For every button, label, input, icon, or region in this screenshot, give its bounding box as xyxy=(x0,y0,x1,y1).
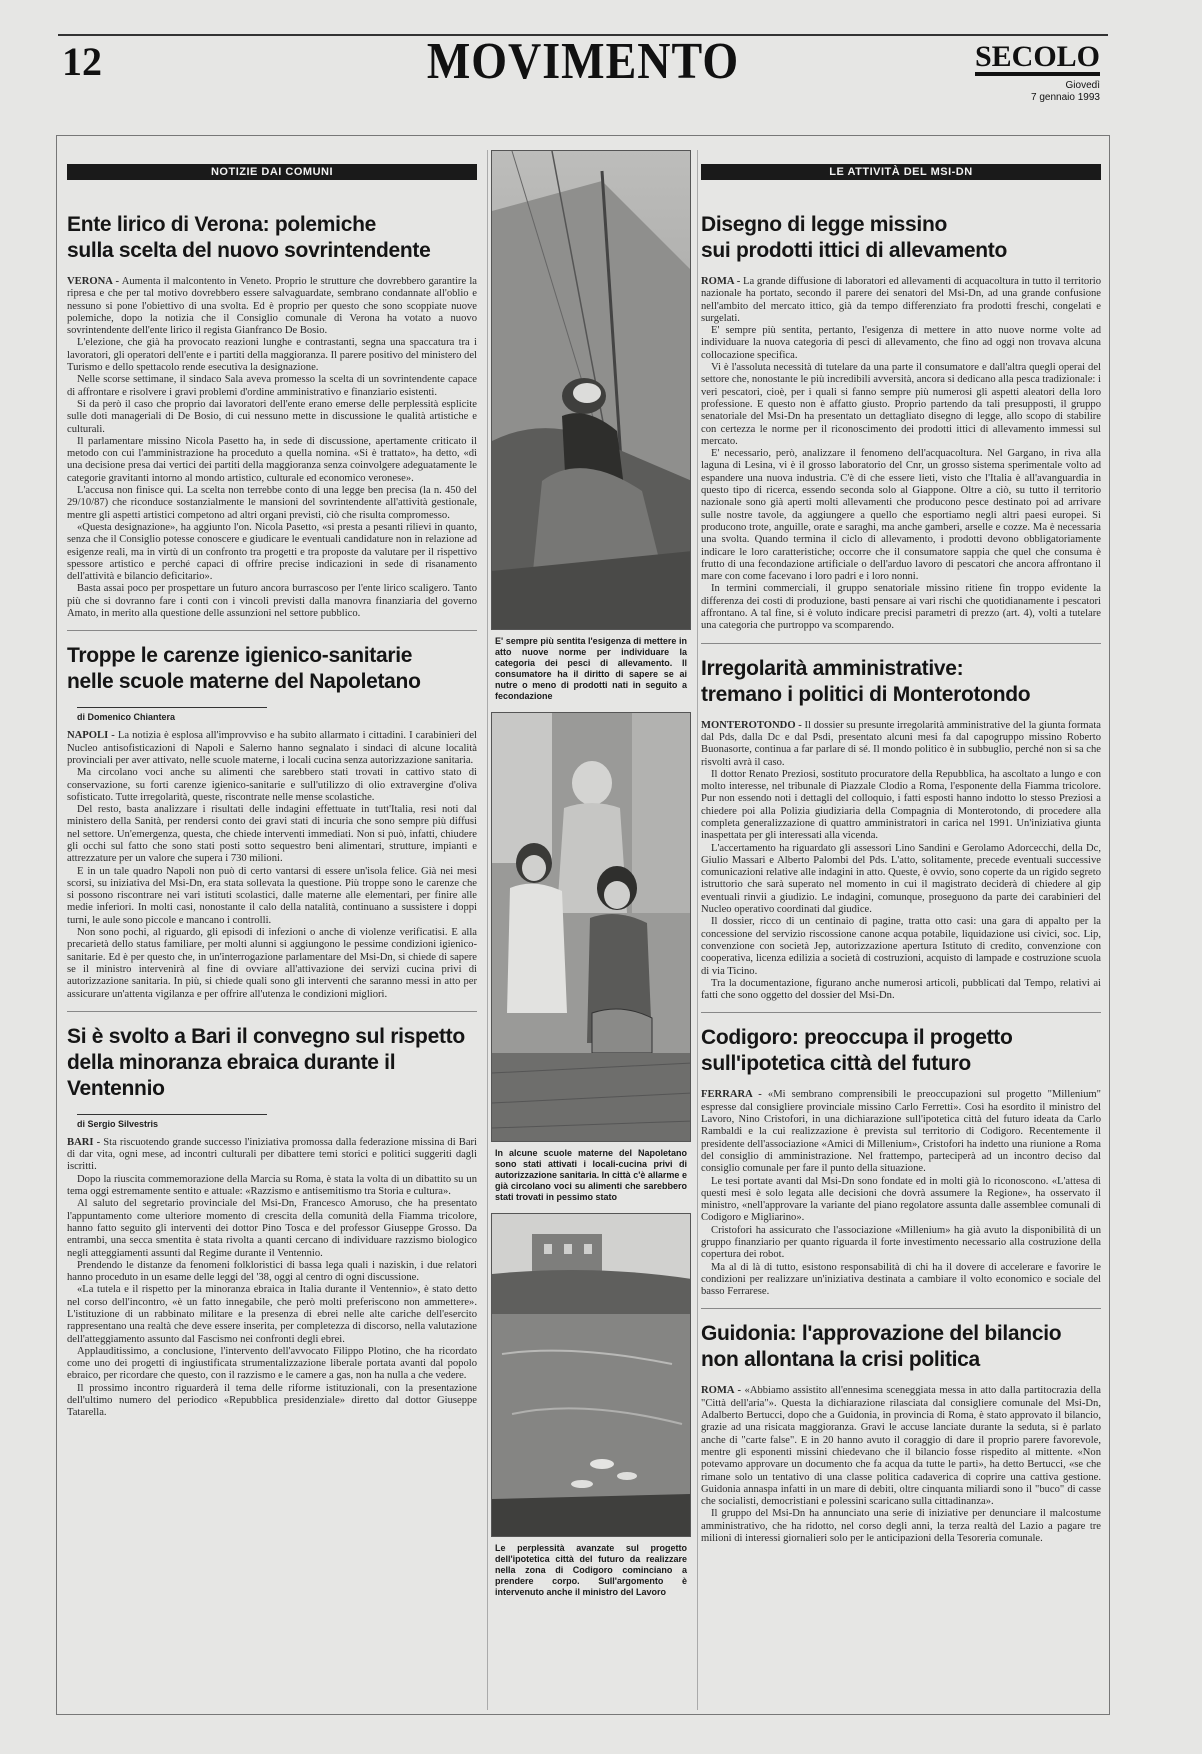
masthead xyxy=(58,28,1108,128)
photo-caption: E' sempre più sentita l'esigenza di mettere in atto nuove norme per individuare la categoria dei pesci di allevamento. Il consumatore ha il diritto di sapere se ai nutre o meno di prodotti nati in seguito a fecondazione xyxy=(495,636,687,701)
article-monterotondo xyxy=(701,656,1101,1003)
section-band: LE ATTIVITÀ DEL MSI-DN xyxy=(701,164,1101,180)
logo-wordmark: SECOLO xyxy=(975,42,1100,76)
headline-line: sull'ipotetica città del futuro xyxy=(701,1052,971,1076)
paragraph xyxy=(701,720,1101,769)
byline: di Domenico Chiantera xyxy=(77,712,176,723)
byline-rule xyxy=(77,707,267,708)
left-column xyxy=(67,136,477,1420)
paragraph: Vi è l'assoluta necessità di tutelare da una parte il consumatore e dall'altra quegli operai del settore che, nonostante le più incredibili avversità, ancora si dedicano alla pesca tradizionale: i veri pescatori, cioè, per i quali si fanno sempre più numerosi gli aspetti aleatori della loro professione. E questo non è affatto giusto. Proprio partendo da tali presupposti, il gruppo senatoriale del Msi-Dn ha presentato un dettagliato disegno di legge, allo scopo di stabilire con certezza le norme per il riconoscimento dei prodotti ittici di allevamento immessi sul mercato. xyxy=(701,362,1101,447)
paragraph: Applauditissimo, a conclusione, l'intervento dell'avvocato Filippo Plotino, che ha ricordato come uno dei progetti di ingiustificata strumentalizzazione liberale portata avanti dal popolo ebraico, per ricordare che questo, con il razzismo e le camere a gas, non ha nulla a che vedere. xyxy=(67,1345,477,1382)
paragraph: Il dottor Renato Preziosi, sostituto procuratore della Repubblica, ha ascoltato a lungo e con molto interesse, nel tribunale di Piazzale Clodio a Roma, l'esponente della Fiamma tricolore. Pur non essendo noti i dettagli del colloquio, i fatti esposti hanno indotto lo stesso Preziosi a chiedere poi alla Polizia giudiziaria della Compagnia di Monterotondo, di procedere alla completa generalizzazione di quattro amministratori in carica nel 1991. Un'iniziativa giunta inaspettata per gli interessati alla vicenda. xyxy=(701,768,1101,842)
headline-line: sui prodotti ittici di allevamento xyxy=(701,239,1008,262)
photo-lagoon xyxy=(491,1213,691,1537)
dateline: NAPOLI - xyxy=(67,730,115,742)
article-body xyxy=(67,730,477,1001)
dateline: ROMA - xyxy=(701,1385,741,1397)
middle-column xyxy=(491,136,691,1608)
article-separator xyxy=(701,1308,1101,1309)
paragraph-text: Il dossier su presunte irregolarità amministrative del la giunta formata dal Pds, dalla Dc e dal Psdi, presentato alcuni mesi fa dal capogruppo missino Roberto Buonasorte, continua a far parlare di sé. Il mondo politico è in subbuglio, perché non si sa che risvolti avrà il caso. xyxy=(701,719,1101,768)
paragraph: Il dossier, ricco di un centinaio di pagine, tratta otto casi: una gara di appalto per la concessione del servizio riscossione canone acqua potabile, liquidazione usi civici, soc. Lip, convenzione con società Jep, autorizzazione apertura Istituto di credito, convenzione con cooperativa, licenza edilizia a società di costruzioni, acquisto di lampade e costruzione scuola di via Ticino. xyxy=(701,916,1101,977)
paragraph xyxy=(67,276,477,337)
headline xyxy=(67,1024,477,1102)
headline-line: sulla scelta del nuovo sovrintendente xyxy=(67,239,431,262)
headline-line: non allontana la crisi politica xyxy=(701,1348,980,1372)
headline-line: Irregolarità amministrative: xyxy=(701,656,964,680)
paragraph: Prendendo le distanze da fenomeni folkloristici di bassa lega quali i naziskin, i due relatori hanno proceduto in un esame delle leggi del '38, oggi al centro di ogni discussione. xyxy=(67,1259,477,1284)
paragraph: In termini commerciali, il gruppo senatoriale missino ritiene fin troppo evidente la differenza dei costi di produzione, basti pensare ai vari rischi che quotidianamente i pescatori affrontano. A tal fine, si è voluto indicare precisi parametri di prezzo (art. 4), volti a tutelare una categoria che purtroppo va scomparendo. xyxy=(701,583,1101,632)
paragraph xyxy=(701,1089,1101,1175)
right-column xyxy=(701,136,1101,1545)
article-separator xyxy=(67,1011,477,1012)
paragraph xyxy=(701,1385,1101,1508)
byline: di Sergio Silvestris xyxy=(77,1118,159,1129)
paragraph: Ma al di là di tutto, esistono responsabilità di chi ha il dovere di accelerare e favorire le condizioni per realizzare un'iniziativa destinata a cambiare il volto economico e sociale del basso Ferrarese. xyxy=(701,1261,1101,1298)
children-photo-image xyxy=(492,713,691,1141)
paragraph: E in un tale quadro Napoli non può di certo vantarsi di essere un'isola felice. Già nei mesi scorsi, su iniziativa del Msi-Dn, era stata sollevata la questione. Più troppe sono le carenze che si possono riscontrare nei vari istituti scolastici, dalle materne alle elementari, per finire alle medie inferiori. In molti casi, nonostante il calo della natalità, continuano a sussistere i doppi turni, le aule sono piccole e mancano i controlli. xyxy=(67,865,477,926)
paragraph: Il prossimo incontro riguarderà il tema delle riforme istituzionali, con la presentazione dell'ultimo numero del periodico «Repubblica presidenziale» diretto dal dottor Giuseppe Tatarella. xyxy=(67,1382,477,1419)
headline xyxy=(67,643,477,695)
headline-line: nelle scuole materne del Napoletano xyxy=(67,670,421,694)
dateline: VERONA - xyxy=(67,276,120,287)
paragraph: Cristofori ha assicurato che l'associazione «Millenium» ha già avuto la disponibilità di un gruppo finanziario per quanto riguarda il forte investimento necessario alla costruzione della copertura dei robot. xyxy=(701,1224,1101,1261)
paragraph-text: Aumenta il malcontento in Veneto. Proprio le strutture che dovrebbero garantire la ripresa e che per tal motivo dovrebbero essere salvaguardate, sembrano condannate all'oblio e nessuno si pone l'obiettivo di una svolta. Ed è proprio per questo che sono scoppiate nuove polemiche, dopo la notizia che il Consiglio comunale di Verona ha votato a nuovo sovrintendente dell'ente lirico il regista Gianfranco De Bosio. xyxy=(67,276,478,337)
headline-line: Guidonia: l'approvazione del bilancio xyxy=(701,1322,1062,1346)
paragraph-text: «Mi sembrano comprensibili le preoccupazioni sul progetto "Millenium" espresse dal consigliere provinciale missino Carlo Ferretti». Così ha esordito il ministro del Lavoro, Nino Cristofori, in una dichiarazione sull'ipotetica città del futuro ideata da Carlo Rambaldi e la cui realizzazione è prevista sul territorio di Codigoro. Recentemente il presidente dell'associazione «Amici di Millenium», Cristofori ha indetto una riunione a Roma del consiglio di amministrazione. Nel frattempo, parteciperà ad un incontro deciso dal consiglio comunale per fare il punto della situazione. xyxy=(701,1089,1101,1175)
paragraph xyxy=(67,730,477,767)
paragraph-text: «Abbiamo assistito all'ennesima sceneggiata messa in atto dalla partitocrazia della "Città dell'aria"». Questa la dichiarazione rilasciata dal consigliere comunale del Msi-Dn, Adalberto Bertucci, dopo che a Guidonia, in provincia di Roma, è stato approvato il bilancio, grazie ad una risicata maggioranza. Gravi le accuse lanciate durante la seduta, si è parlato anche di "carte false". E in 20 hanno avuto il coraggio di dare il proprio parere favorevole, mentre gli esponenti missini chiedevano che il bilancio fosse rispedito al mittente. «Non potevamo approvare un documento che fa acqua da tutte le parti», ha detto Bertucci, «se che rimane solo un tentativo di una classe politica cadaverica di coprire una cattiva gestione. Guidonia annaspa infatti in un mare di debiti, oltre cinquanta miliardi sono il "buco" di casse che socialisti, democristiani e polessini scaricano sulla cittadinanza». xyxy=(701,1385,1101,1508)
paragraph: Il gruppo del Msi-Dn ha annunciato una serie di iniziative per denunciare il malcostume amministrativo, che ha ridotto, nel corso degli anni, la terza realtà del Lazio a pagare tre milioni di interessi giornalieri solo per le anticipazioni della Tesoreria comunale. xyxy=(701,1508,1101,1545)
column-divider xyxy=(487,150,488,1710)
paragraph xyxy=(701,276,1101,325)
dateline: BARI - xyxy=(67,1136,101,1148)
photo-caption: Le perplessità avanzate sul progetto dell'ipotetica città del futuro da realizzare nella zona di Codigoro cominciano a prendere corpo. Sull'argomento è intervenuto anche il ministro del Lavoro xyxy=(495,1543,687,1597)
article-separator xyxy=(701,643,1101,644)
paragraph xyxy=(67,1137,477,1174)
issue-date: 7 gennaio 1993 xyxy=(1031,92,1100,103)
column-divider xyxy=(697,150,698,1710)
paragraph-text: Sta riscuotendo grande successo l'iniziativa promossa dalla federazione missina di Bari di dar vita, ogni mese, ad incontri culturali per dibattere temi storici e politici suggeriti dagli iscritti. xyxy=(67,1136,477,1173)
headline-line: Codigoro: preoccupa il progetto xyxy=(701,1026,1013,1050)
dateline: MONTEROTONDO - xyxy=(701,719,802,731)
article-verona xyxy=(67,212,477,620)
photo-caption: In alcune scuole materne del Napoletano sono stati attivati i locali-cucina privi di autorizzazione sanitaria. In città c'è allarme e già circolano voci su alimenti che sarebbero stati trovati in pessimo stato xyxy=(495,1148,687,1202)
dateline: FERRARA - xyxy=(701,1089,762,1101)
article-separator xyxy=(701,1012,1101,1013)
headline-line: tremano i politici di Monterotondo xyxy=(701,682,1031,706)
article-body xyxy=(701,276,1101,633)
paragraph: Al saluto del segretario provinciale del Msi-Dn, Francesco Amoruso, che ha presentato l'appuntamento come ulteriore momento di crescita della comunità della Fiamma tricolore, hanno fatto seguito gli interventi dei dottor Pino Tosca e del professor Giuseppe Grosso. Da entrambi, una secca smentita è stata rivolta a quanti cercano di individuare razzismo biologico negli atteggiamenti assunti dal Regime durante il Ventennio. xyxy=(67,1198,477,1259)
article-body xyxy=(67,1137,477,1420)
article-body xyxy=(701,720,1101,1003)
article-bari xyxy=(67,1024,477,1420)
dateline: ROMA - xyxy=(701,276,741,287)
paragraph: «Questa designazione», ha aggiunto l'on. Nicola Pasetto, «si presta a pesanti rilievi in quanto, senza che il Consiglio potesse conoscere e giudicare le eventuali candidature non in relazione ad esigenze reali, ma in virtù di un confronto tra progetti e tra proposte da valutare per il rispettivo spessore artistico e perché capaci di offrire precise indicazioni in sede di risanamento dell'attività e bilancio deficitario». xyxy=(67,521,477,583)
paragraph: Il parlamentare missino Nicola Pasetto ha, in sede di discussione, apertamente criticato il metodo con cui l'amministrazione ha proceduto a quella nomina. «Si è trattato», ha detto, «di una decisione presa dai vertici dei partiti della maggioranza senza coinvolgere adeguatamente le categorie gravitanti intorno al mondo artistico, culturale ed economico veronese». xyxy=(67,435,477,484)
content-frame xyxy=(56,135,1110,1715)
headline xyxy=(701,1025,1101,1077)
article-body xyxy=(67,276,477,620)
paragraph-text: La notizia è esplosa all'improvviso e ha subito allarmato i cittadini. I carabinieri del Nucleo antisofisticazioni di Napoli e Salerno hanno segnalato i sindaci di alcune località provinciali per aver attivato, nelle scuole materne, i locali cucina senza autorizzazione sanitaria. xyxy=(67,730,477,766)
headline-line: Disegno di legge missino xyxy=(701,213,948,236)
byline-rule xyxy=(77,1114,267,1115)
article-pesci xyxy=(701,212,1101,633)
headline-line: Si è svolto a Bari il convegno sul rispetto xyxy=(67,1024,465,1048)
newspaper-logo xyxy=(975,42,1100,104)
photo-fisherman xyxy=(491,150,691,630)
headline xyxy=(701,1321,1101,1373)
paragraph: «La tutela e il rispetto per la minoranza ebraica in Italia durante il Ventennio», è stato detto nel corso dell'incontro, «è un fatto innegabile, che però molti preferiscono non ammettere». L'istituzione di un rabbinato militare e la presenza di ebrei nelle alte cariche dell'esercito rappresentano una realtà che deve essere inserita, per completezza di discorso, nella valutazione dell'atteggiamento assunto dal Fascismo nei confronti degli ebrei. xyxy=(67,1284,477,1345)
article-separator xyxy=(67,630,477,631)
paragraph: Nelle scorse settimane, il sindaco Sala aveva promesso la scelta di un sovrintendente capace di affrontare e risolvere i gravi problemi d'ordine amministrativo e finanziario esistenti. xyxy=(67,374,477,398)
issue-day: Giovedì xyxy=(1065,80,1100,91)
headline xyxy=(701,656,1101,708)
article-body xyxy=(701,1385,1101,1545)
section-title: MOVIMENTO xyxy=(426,31,740,90)
lagoon-photo-image xyxy=(492,1214,691,1536)
paragraph: L'accertamento ha riguardato gli assessori Lino Sandini e Gerolamo Adorcecchi, della Dc, Giulio Massari e Alberto Palombi del Pds. L'atto, solitamente, precede eventuali successive comunicazioni relative alle indagini in atto. Queste, è ovvio, sono coperte da un rigido segreto istruttorio che sarà superato nel momento in cui il magistrato deciderà di chiedere al gip eventuali rinvii a giudizio. Le indagini, comunque, proseguono da parte dei carabinieri del Nucleo operativo coordinati dal giudice. xyxy=(701,842,1101,916)
article-guidonia xyxy=(701,1321,1101,1545)
paragraph: Non sono pochi, al riguardo, gli episodi di infezioni o anche di violenze verificatisi. E alla precarietà dello status familiare, per molti alunni si aggiungono le pessime condizioni igienico-sanitarie. Ed è per questo che, in un'interrogazione parlamentare del Msi-Dn, si chiede di sapere se il ministro intervenirà al fine di ovviare all'attivazione dei servizi cucina privi di autorizzazione sanitaria. In più, si chiede quali sono gli interventi che saranno messi in atto per assicurare un'attenta vigilanza e per offrire all'utenza le condizioni migliori. xyxy=(67,927,477,1000)
paragraph: L'elezione, che già ha provocato reazioni lunghe e contrastanti, segna una spaccatura tra i lavoratori, gli operatori dell'ente e i partiti della maggioranza. Il parere positivo del ministero del Turismo e dello spettacolo rende esecutiva la designazione. xyxy=(67,337,477,374)
paragraph: Le tesi portate avanti dal Msi-Dn sono fondate ed in molti già lo riconoscono. «L'attesa di questi mesi è solo legata alle decisioni che dovrà assumere la Regione», ha osservato il ministro, «nell'approvare la variante del piano regolatore assunta dalle assemblee comunali di Codigoro e Migliarino». xyxy=(701,1175,1101,1224)
article-napoli xyxy=(67,643,477,1001)
headline xyxy=(67,212,477,264)
headline-line: Troppe le carenze igienico-sanitarie xyxy=(67,644,413,668)
paragraph: Tra la documentazione, figurano anche numerosi articoli, pubblicati dal Tempo, relativi ai fatti che sono oggetto del dossier del Msi-Dn. xyxy=(701,977,1101,1002)
paragraph-text: La grande diffusione di laboratori ed allevamenti di acquacoltura in tutto il territorio nazionale ha portato, secondo il parere dei senatori del Msi-Dn, ad una grande confusione nell'ambito del mercato ittico, già da tempo differenziato fra prodotti freschi, congelati e surgelati. xyxy=(701,276,1101,324)
page-number: 12 xyxy=(62,39,102,84)
headline xyxy=(701,212,1101,264)
headline-line: Ente lirico di Verona: polemiche xyxy=(67,213,376,236)
headline-line: della minoranza ebraica durante il Ventennio xyxy=(67,1050,396,1100)
paragraph: Ma circolano voci anche su alimenti che sarebbero stati trovati in cattivo stato di conservazione, su forti carenze igienico-sanitarie e sull'utilizzo di olio extravergine d'oliva sofisticato. Tutte irregolarità, queste, riscontrate nelle mense scolastiche. xyxy=(67,767,477,803)
photo-children xyxy=(491,712,691,1142)
paragraph: Basta assai poco per prospettare un futuro ancora burrascoso per l'ente lirico scaligero. Tanto più che si dovranno fare i conti con i vincoli previsti dalla manovra finanziaria del governo Amato, in merito alla questione delle assunzioni nel settore pubblico. xyxy=(67,583,477,620)
paragraph: E' sempre più sentita, pertanto, l'esigenza di mettere in atto nuove norme volte ad individuare la nuova categoria di pesci di allevamento, che fino ad oggi non trovava alcuna collocazione specifica. xyxy=(701,325,1101,361)
article-codigoro xyxy=(701,1025,1101,1298)
article-body xyxy=(701,1089,1101,1298)
paragraph: Del resto, basta analizzare i risultati delle indagini effettuate in tutt'Italia, resi noti dal ministero della Sanità, per rendersi conto dei gravi stati di incuria che sono sempre più diffusi nel settore. Un'emergenza, questa, che chiede interventi immediati. Non si può, infatti, chiudere gli occhi sul fatto che sono stati posti sotto sequestro beni alimentari, strutture, impianti e attrezzature per un valore che supera i 730 milioni. xyxy=(67,804,477,865)
paragraph: L'accusa non finisce qui. La scelta non terrebbe conto di una legge ben precisa (la n. 450 del 29/10/87) che riconduce sostanzialmente le mansioni del sovrintendente all'attività gestionale, mentre gli aspetti artistici competono ad altri organi previsti, ciò che risulta compromesso. xyxy=(67,485,477,521)
paragraph: Si da però il caso che proprio dai lavoratori dell'ente erano emerse delle perplessità esplicite sulle doti manageriali di De Bosio, di cui nessuno mette in discussione le qualità artistiche e culturali. xyxy=(67,398,477,435)
paragraph: Dopo la riuscita commemorazione della Marcia su Roma, è stata la volta di un dibattito su un tema oggi estremamente sentito e attuale: «Razzismo e antisemitismo tra Storia e cultura». xyxy=(67,1173,477,1198)
paragraph: E' necessario, però, analizzare il fenomeno dell'acquacoltura. Nel Gargano, in riva alla laguna di Lesina, vi è il grosso laboratorio del Cnr, un grosso sistema sperimentale volto ad espandere una nuova industria. C'è di che essere lieti, visto che l'Italia è all'avanguardia in questo tipo di ricerca, essendo seconda solo al Giappone. Oltre a ciò, su tutto il territorio nazionale sono già aperti molti allevamenti che producono pesce destinato poi ad arrivare sulle nostre tavole, da aggiungere a quello che esportiamo negli altri paesi europei. Si producono trote, anguille, orate e saraghi, ma anche gamberi, arselle e cozze. Ma è necessaria una svolta. Quando termina il ciclo di allevamento, i prodotti devono obbligatoriamente indicare le loro caratteristiche; occorre che il consumatore sappia che quel che consuma è frutto di una fecondazione artificiale o dell'arduo lavoro di pescatori che ancora affrontano il mare con come facevano i loro padri e i loro nonni. xyxy=(701,448,1101,583)
section-band: NOTIZIE DAI COMUNI xyxy=(67,164,477,180)
fisherman-photo-image xyxy=(492,151,691,629)
